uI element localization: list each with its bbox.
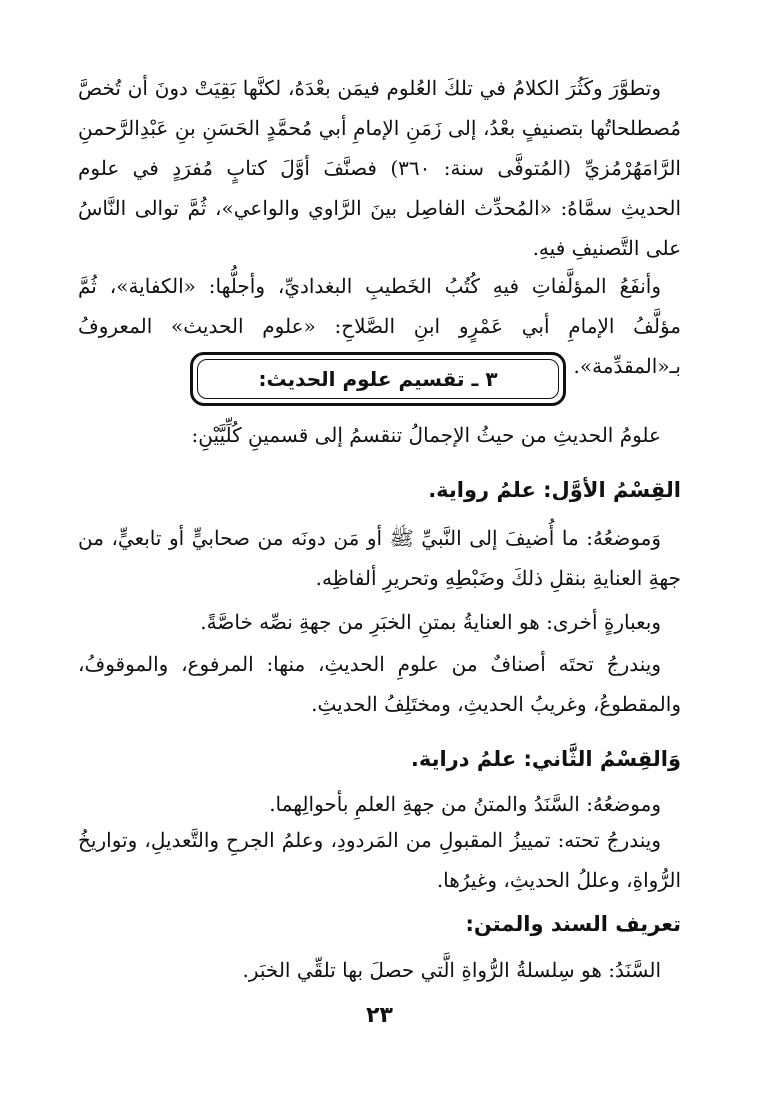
paragraph-riwaya-subject: وَموضعُهُ: ما أُضيفَ إلى النَّبيِّ ﷺ أو مَن دونَه من صحابيٍّ أو تابعيٍّ، من جهةِ العنايةِ بنقلِ ذلكَ وضَبْطِهِ وتحريرِ ألفاظِه. (78, 526, 681, 590)
paragraph-division-intro: علومُ الحديثِ من حيثُ الإجمالُ تنقسمُ إلى قسمينِ كُلِّيَّيْنِ: (191, 423, 661, 447)
paragraph-riwaya-alt: وبعبارةٍ أخرى: هو العنايةُ بمتنِ الخبَرِ من جهةِ نصِّه خاصَّةً. (200, 610, 661, 634)
paragraph-sanad-definition: السَّنَدُ: هو سِلسلةُ الرُّواةِ الَّتي حصلَ بها تلقِّي الخبَر. (242, 958, 661, 982)
heading-sanad-matn: تعريف السند والمتن: (465, 912, 681, 936)
paragraph-best-works: وأنفَعُ المؤلَّفاتِ فيهِ كُتُبُ الخَطيبِ البغداديِّ، وأجلُّها: «الكفاية»، ثُمَّ مؤلَّفُ الإمامِ أبي عَمْرٍو ابنِ الصَّلاحِ: «علوم الحديث» المعروفُ بـ«المقدِّمة». (78, 274, 681, 378)
page-number: ٢٣ (366, 1003, 393, 1028)
section-title-frame (190, 352, 566, 406)
paragraph-history: وتطوَّرَ وكَثُرَ الكلامُ في تلكَ العُلوم فيمَن بعْدَهُ، لكنَّها بَقِيَتْ دونَ أن تُخصَّ مُصطلحاتُها بتصنيفٍ بعْدُ، إلى زَمَنِ الإمامِ أبي مُحمَّدٍ الحَسَنِ بنِ عَبْدِالرَّحمنِ الرَّامَهُرْمُزيِّ (المُتوفَّى سنة: ٣٦٠) فصنَّفَ أوَّلَ كتابٍ مُفرَدٍ في علوم الحديثِ سمَّاهُ: «المُحدِّث الفاصِل بينَ الرَّاوي والواعي»، ثُمَّ توالى النَّاسُ على التَّصنيفِ فيهِ. (78, 76, 681, 260)
paragraph-diraya-subject: وموضعُهُ: السَّنَدُ والمتنُ من جهةِ العلمِ بأحوالِهما. (269, 792, 661, 816)
heading-diraya: وَالقِسْمُ الثَّاني: علمُ دراية. (410, 747, 681, 771)
paragraph-riwaya-types: ويندرجُ تحتَه أصنافٌ من علومِ الحديثِ، منها: المرفوع، والموقوفُ، والمقطوعُ، وغريبُ الحديثِ، ومختَلِفُ الحديثِ. (78, 652, 681, 716)
section-title: ٣ ـ تقسيم علوم الحديث: (197, 359, 559, 399)
heading-riwaya: القِسْمُ الأوَّل: علمُ رواية. (428, 478, 681, 502)
paragraph-diraya-types: ويندرجُ تحته: تمييزُ المقبولِ من المَردودِ، وعلمُ الجرحِ والتَّعديلِ، وتواريخُ الرُّواةِ، وعللُ الحديثِ، وغيرُها. (78, 828, 681, 892)
